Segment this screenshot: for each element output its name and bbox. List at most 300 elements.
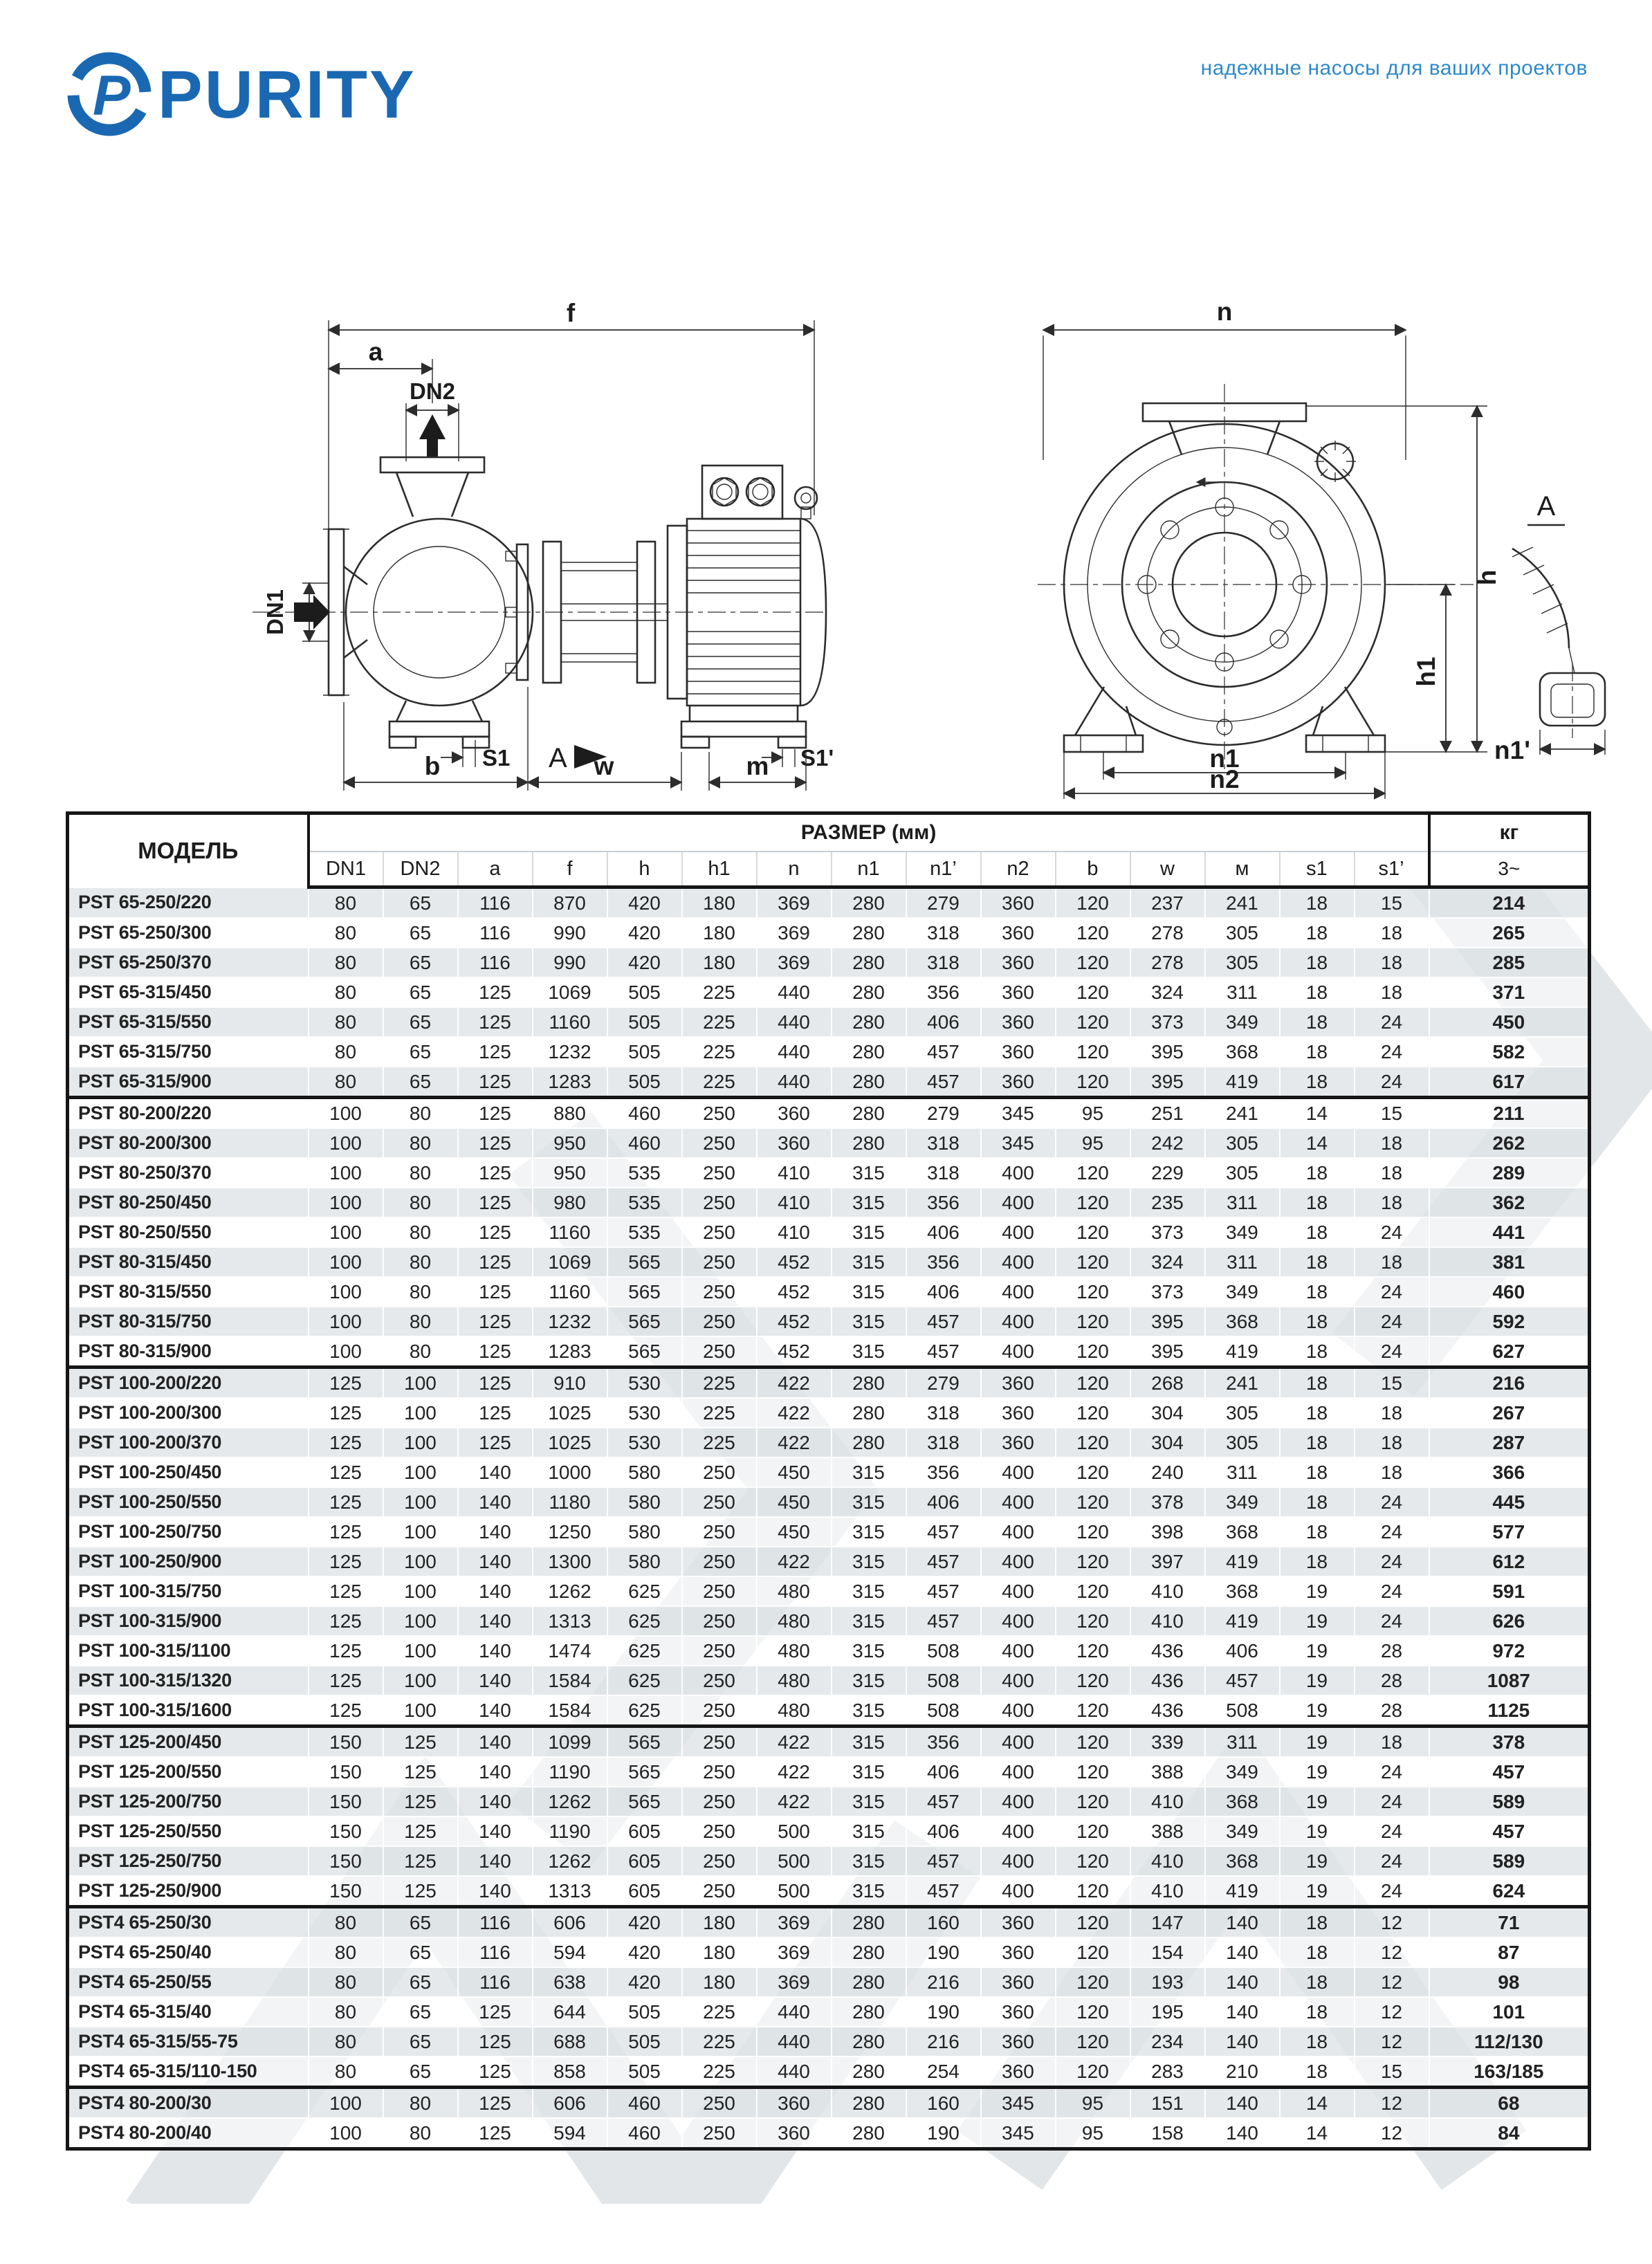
dim-cell: 315 bbox=[832, 1336, 906, 1368]
table-row bbox=[68, 1816, 1590, 1846]
table-row bbox=[68, 1997, 1590, 2027]
kg-cell: 265 bbox=[1429, 918, 1590, 948]
dim-cell: 147 bbox=[1130, 1907, 1205, 1938]
dim-cell: 125 bbox=[458, 2088, 533, 2119]
dim-cell: 125 bbox=[458, 1128, 533, 1158]
dim-cell: 225 bbox=[682, 1428, 757, 1457]
dim-cell: 315 bbox=[832, 1606, 906, 1636]
dim-cell: 250 bbox=[682, 1217, 757, 1247]
dim-cell: 280 bbox=[832, 887, 906, 919]
dim-cell: 120 bbox=[1056, 1037, 1130, 1067]
dim-cell: 140 bbox=[458, 1517, 533, 1547]
dim-cell: 80 bbox=[309, 918, 383, 948]
dim-cell: 100 bbox=[383, 1368, 458, 1399]
dim-cell: 19 bbox=[1280, 1695, 1355, 1727]
dim-cell: 116 bbox=[458, 1938, 533, 1967]
dim-cell: 100 bbox=[383, 1666, 458, 1695]
dim-cell: 125 bbox=[383, 1846, 458, 1876]
column-header-size-group: РАЗМЕР (мм) bbox=[309, 813, 1429, 852]
dim-cell: 450 bbox=[757, 1487, 832, 1517]
dim-cell: 369 bbox=[757, 1938, 832, 1967]
model-cell: PST 100-315/1320 bbox=[68, 1666, 309, 1695]
dim-cell: 400 bbox=[981, 1487, 1056, 1517]
dim-cell: 280 bbox=[832, 1368, 906, 1399]
dim-cell: 210 bbox=[1205, 2056, 1280, 2088]
dim-cell: 225 bbox=[682, 1037, 757, 1067]
dim-cell: 410 bbox=[1130, 1846, 1205, 1876]
detail-a-label: A bbox=[1536, 491, 1556, 522]
dim-cell: 15 bbox=[1355, 1098, 1429, 1129]
dim-cell: 638 bbox=[533, 1967, 607, 1997]
kg-cell: 163/185 bbox=[1429, 2056, 1590, 2088]
dim-cell: 100 bbox=[309, 1277, 383, 1307]
table-row bbox=[68, 1787, 1590, 1816]
dim-cell: 457 bbox=[906, 1517, 981, 1547]
dim-cell: 436 bbox=[1130, 1695, 1205, 1727]
dim-cell: 65 bbox=[383, 1938, 458, 1967]
dim-cell: 1262 bbox=[533, 1576, 607, 1606]
model-cell: PST 100-200/370 bbox=[68, 1428, 309, 1457]
dim-cell: 12 bbox=[1355, 2088, 1429, 2119]
dim-cell: 349 bbox=[1205, 1757, 1280, 1787]
dim-cell: 225 bbox=[682, 1007, 757, 1037]
model-cell: PST 100-315/750 bbox=[68, 1576, 309, 1606]
dim-cell: 18 bbox=[1280, 1188, 1355, 1217]
dim-cell: 80 bbox=[383, 1098, 458, 1129]
dim-cell: 457 bbox=[906, 1576, 981, 1606]
dim-cell: 120 bbox=[1056, 1695, 1130, 1727]
dim-cell: 250 bbox=[682, 1757, 757, 1787]
dim-cell: 360 bbox=[981, 1007, 1056, 1037]
dim-cell: 1160 bbox=[533, 1217, 607, 1247]
dim-cell: 18 bbox=[1280, 1487, 1355, 1517]
dim-cell: 65 bbox=[383, 1967, 458, 1997]
dim-cell: 19 bbox=[1280, 1846, 1355, 1876]
dim-cell: 19 bbox=[1280, 1606, 1355, 1636]
dim-cell: 360 bbox=[757, 1128, 832, 1158]
dim-cell: 80 bbox=[309, 948, 383, 977]
dim-cell: 80 bbox=[309, 2027, 383, 2056]
dim-cell: 15 bbox=[1355, 1368, 1429, 1399]
kg-cell: 289 bbox=[1429, 1158, 1590, 1188]
dim-cell: 315 bbox=[832, 1636, 906, 1666]
dim-cell: 120 bbox=[1056, 1336, 1130, 1368]
dim-cell: 400 bbox=[981, 1158, 1056, 1188]
dim-cell: 565 bbox=[607, 1727, 682, 1758]
dim-cell: 356 bbox=[906, 1727, 981, 1758]
dim-label-h: h bbox=[1473, 569, 1501, 586]
dim-cell: 120 bbox=[1056, 1967, 1130, 1997]
dim-cell: 100 bbox=[383, 1695, 458, 1727]
dim-cell: 315 bbox=[832, 1787, 906, 1816]
dim-cell: 304 bbox=[1130, 1428, 1205, 1457]
dim-cell: 125 bbox=[458, 1997, 533, 2027]
pump-front-view-drawing bbox=[962, 287, 1619, 802]
dim-cell: 125 bbox=[309, 1666, 383, 1695]
dim-cell: 280 bbox=[832, 1128, 906, 1158]
column-header-s1-prime: s1’ bbox=[1355, 852, 1429, 887]
dim-cell: 18 bbox=[1280, 887, 1355, 919]
dim-cell: 315 bbox=[832, 1188, 906, 1217]
dim-cell: 80 bbox=[383, 1277, 458, 1307]
dim-cell: 406 bbox=[906, 1007, 981, 1037]
dim-cell: 400 bbox=[981, 1727, 1056, 1758]
dim-cell: 120 bbox=[1056, 1846, 1130, 1876]
dim-cell: 420 bbox=[607, 1938, 682, 1967]
dim-cell: 1313 bbox=[533, 1606, 607, 1636]
dim-cell: 1283 bbox=[533, 1067, 607, 1098]
dim-cell: 18 bbox=[1355, 977, 1429, 1007]
dim-cell: 24 bbox=[1355, 1307, 1429, 1336]
model-cell: PST 65-250/220 bbox=[68, 887, 309, 919]
dim-cell: 280 bbox=[832, 1007, 906, 1037]
dim-cell: 315 bbox=[832, 1816, 906, 1846]
dim-cell: 1190 bbox=[533, 1757, 607, 1787]
dim-cell: 500 bbox=[757, 1816, 832, 1846]
dim-cell: 422 bbox=[757, 1727, 832, 1758]
dim-cell: 120 bbox=[1056, 1787, 1130, 1816]
dim-cell: 360 bbox=[757, 1098, 832, 1129]
dim-cell: 400 bbox=[981, 1188, 1056, 1217]
dim-cell: 360 bbox=[981, 1398, 1056, 1428]
dim-cell: 508 bbox=[906, 1636, 981, 1666]
dim-cell: 400 bbox=[981, 1247, 1056, 1277]
dim-cell: 349 bbox=[1205, 1277, 1280, 1307]
dim-cell: 605 bbox=[607, 1876, 682, 1907]
dim-cell: 80 bbox=[309, 1938, 383, 1967]
dim-cell: 315 bbox=[832, 1757, 906, 1787]
dim-cell: 14 bbox=[1280, 2088, 1355, 2119]
dim-cell: 410 bbox=[1130, 1576, 1205, 1606]
dim-cell: 400 bbox=[981, 1606, 1056, 1636]
dim-cell: 120 bbox=[1056, 1757, 1130, 1787]
dim-cell: 440 bbox=[757, 977, 832, 1007]
dim-cell: 356 bbox=[906, 1247, 981, 1277]
dim-cell: 125 bbox=[309, 1695, 383, 1727]
dim-cell: 440 bbox=[757, 1007, 832, 1037]
dim-cell: 120 bbox=[1056, 1517, 1130, 1547]
dim-cell: 15 bbox=[1355, 2056, 1429, 2088]
dim-cell: 125 bbox=[309, 1487, 383, 1517]
dim-cell: 315 bbox=[832, 1876, 906, 1907]
dim-cell: 24 bbox=[1355, 1846, 1429, 1876]
dim-cell: 400 bbox=[981, 1547, 1056, 1576]
dim-cell: 565 bbox=[607, 1307, 682, 1336]
dim-cell: 420 bbox=[607, 887, 682, 919]
dim-cell: 140 bbox=[458, 1487, 533, 1517]
dim-cell: 100 bbox=[383, 1517, 458, 1547]
dim-cell: 580 bbox=[607, 1457, 682, 1487]
model-cell: PST 65-250/300 bbox=[68, 918, 309, 948]
dim-cell: 580 bbox=[607, 1487, 682, 1517]
dim-cell: 250 bbox=[682, 1158, 757, 1188]
kg-cell: 457 bbox=[1429, 1757, 1590, 1787]
dim-cell: 24 bbox=[1355, 1517, 1429, 1547]
dim-cell: 120 bbox=[1056, 1428, 1130, 1457]
dim-cell: 395 bbox=[1130, 1037, 1205, 1067]
dim-cell: 225 bbox=[682, 2027, 757, 2056]
dim-cell: 100 bbox=[309, 1188, 383, 1217]
dim-cell: 315 bbox=[832, 1576, 906, 1606]
dim-cell: 1160 bbox=[533, 1007, 607, 1037]
dim-cell: 625 bbox=[607, 1666, 682, 1695]
dim-cell: 14 bbox=[1280, 2118, 1355, 2149]
dim-cell: 150 bbox=[309, 1876, 383, 1907]
model-cell: PST4 65-315/55-75 bbox=[68, 2027, 309, 2056]
table-row bbox=[68, 1695, 1590, 1727]
dim-cell: 368 bbox=[1205, 1307, 1280, 1336]
table-row bbox=[68, 1007, 1590, 1037]
kg-cell: 450 bbox=[1429, 1007, 1590, 1037]
dim-cell: 24 bbox=[1355, 1816, 1429, 1846]
dim-cell: 436 bbox=[1130, 1636, 1205, 1666]
dim-cell: 100 bbox=[383, 1487, 458, 1517]
dim-cell: 100 bbox=[383, 1547, 458, 1576]
dim-cell: 1584 bbox=[533, 1695, 607, 1727]
dim-cell: 140 bbox=[458, 1816, 533, 1846]
view-a-label: A bbox=[549, 743, 567, 773]
dim-cell: 158 bbox=[1130, 2118, 1205, 2149]
kg-cell: 592 bbox=[1429, 1307, 1590, 1336]
dim-cell: 395 bbox=[1130, 1307, 1205, 1336]
table-row bbox=[68, 1666, 1590, 1695]
table-row bbox=[68, 2027, 1590, 2056]
dim-cell: 279 bbox=[906, 1368, 981, 1399]
dim-cell: 950 bbox=[533, 1158, 607, 1188]
dim-cell: 125 bbox=[458, 1336, 533, 1368]
dim-cell: 606 bbox=[533, 2088, 607, 2119]
table-row bbox=[68, 1938, 1590, 1967]
dim-cell: 356 bbox=[906, 977, 981, 1007]
brand-wordmark: PURITY bbox=[158, 57, 416, 132]
dim-cell: 250 bbox=[682, 1787, 757, 1816]
model-cell: PST 65-315/450 bbox=[68, 977, 309, 1007]
dim-cell: 95 bbox=[1056, 2088, 1130, 2119]
dim-cell: 420 bbox=[607, 948, 682, 977]
dim-cell: 315 bbox=[832, 1217, 906, 1247]
dim-cell: 400 bbox=[981, 1787, 1056, 1816]
dim-label-s1-prime: S1' bbox=[800, 745, 834, 771]
dim-cell: 580 bbox=[607, 1547, 682, 1576]
dim-cell: 24 bbox=[1355, 1606, 1429, 1636]
dim-cell: 1283 bbox=[533, 1336, 607, 1368]
dim-cell: 410 bbox=[757, 1217, 832, 1247]
dim-cell: 280 bbox=[832, 2088, 906, 2119]
dim-cell: 24 bbox=[1355, 1576, 1429, 1606]
kg-cell: 626 bbox=[1429, 1606, 1590, 1636]
kg-cell: 441 bbox=[1429, 1217, 1590, 1247]
model-cell: PST 125-250/900 bbox=[68, 1876, 309, 1907]
dim-cell: 229 bbox=[1130, 1158, 1205, 1188]
dim-cell: 373 bbox=[1130, 1007, 1205, 1037]
dim-cell: 190 bbox=[906, 2118, 981, 2149]
dim-cell: 120 bbox=[1056, 1307, 1130, 1336]
dim-cell: 356 bbox=[906, 1188, 981, 1217]
kg-cell: 1087 bbox=[1429, 1666, 1590, 1695]
dim-cell: 18 bbox=[1280, 1938, 1355, 1967]
dim-cell: 19 bbox=[1280, 1576, 1355, 1606]
dim-cell: 18 bbox=[1280, 1547, 1355, 1576]
dim-cell: 24 bbox=[1355, 1007, 1429, 1037]
dim-cell: 400 bbox=[981, 1576, 1056, 1606]
column-header-n1-prime: n1’ bbox=[906, 852, 981, 887]
kg-cell: 87 bbox=[1429, 1938, 1590, 1967]
dim-cell: 315 bbox=[832, 1307, 906, 1336]
dim-cell: 125 bbox=[309, 1606, 383, 1636]
dim-cell: 120 bbox=[1056, 1398, 1130, 1428]
dim-cell: 268 bbox=[1130, 1368, 1205, 1399]
dim-cell: 950 bbox=[533, 1128, 607, 1158]
dim-cell: 125 bbox=[383, 1727, 458, 1758]
dim-cell: 14 bbox=[1280, 1098, 1355, 1129]
dim-cell: 279 bbox=[906, 887, 981, 919]
dim-cell: 100 bbox=[309, 1098, 383, 1129]
dim-cell: 688 bbox=[533, 2027, 607, 2056]
dim-cell: 368 bbox=[1205, 1517, 1280, 1547]
model-cell: PST 100-200/220 bbox=[68, 1368, 309, 1399]
dim-cell: 18 bbox=[1355, 1398, 1429, 1428]
dim-cell: 12 bbox=[1355, 1997, 1429, 2027]
dim-cell: 120 bbox=[1056, 1368, 1130, 1399]
dim-cell: 250 bbox=[682, 1576, 757, 1606]
dim-cell: 280 bbox=[832, 1037, 906, 1067]
dim-cell: 100 bbox=[383, 1576, 458, 1606]
table-row bbox=[68, 1517, 1590, 1547]
dim-cell: 125 bbox=[458, 1368, 533, 1399]
dim-cell: 369 bbox=[757, 918, 832, 948]
dim-cell: 116 bbox=[458, 1967, 533, 1997]
dim-cell: 315 bbox=[832, 1457, 906, 1487]
dim-cell: 140 bbox=[458, 1876, 533, 1907]
dim-cell: 1584 bbox=[533, 1666, 607, 1695]
dim-cell: 125 bbox=[309, 1457, 383, 1487]
dim-cell: 120 bbox=[1056, 1277, 1130, 1307]
dim-cell: 460 bbox=[607, 2088, 682, 2119]
dim-cell: 65 bbox=[383, 2027, 458, 2056]
dim-cell: 250 bbox=[682, 1517, 757, 1547]
dim-cell: 565 bbox=[607, 1787, 682, 1816]
column-header-n1: n1 bbox=[832, 852, 906, 887]
dim-cell: 280 bbox=[832, 2027, 906, 2056]
dim-cell: 100 bbox=[383, 1428, 458, 1457]
dim-cell: 18 bbox=[1280, 1037, 1355, 1067]
dim-cell: 140 bbox=[1205, 2088, 1280, 2119]
dim-cell: 422 bbox=[757, 1757, 832, 1787]
dim-cell: 180 bbox=[682, 918, 757, 948]
dim-cell: 311 bbox=[1205, 1457, 1280, 1487]
table-row bbox=[68, 1128, 1590, 1158]
dim-cell: 18 bbox=[1280, 1368, 1355, 1399]
dim-cell: 95 bbox=[1056, 2118, 1130, 2149]
dim-cell: 18 bbox=[1280, 1247, 1355, 1277]
dim-cell: 237 bbox=[1130, 887, 1205, 919]
dim-cell: 311 bbox=[1205, 977, 1280, 1007]
dim-cell: 65 bbox=[383, 977, 458, 1007]
dim-cell: 120 bbox=[1056, 1457, 1130, 1487]
column-header-dn1: DN1 bbox=[309, 852, 383, 887]
dim-cell: 250 bbox=[682, 1457, 757, 1487]
dim-cell: 280 bbox=[832, 1428, 906, 1457]
dim-cell: 180 bbox=[682, 887, 757, 919]
model-cell: PST 100-315/1100 bbox=[68, 1636, 309, 1666]
dim-cell: 406 bbox=[906, 1487, 981, 1517]
dim-cell: 356 bbox=[906, 1457, 981, 1487]
table-row bbox=[68, 1336, 1590, 1368]
svg-text:P: P bbox=[93, 64, 131, 127]
dim-cell: 18 bbox=[1355, 1428, 1429, 1457]
dim-cell: 324 bbox=[1130, 977, 1205, 1007]
dim-cell: 278 bbox=[1130, 948, 1205, 977]
dim-cell: 140 bbox=[458, 1787, 533, 1816]
table-row bbox=[68, 1428, 1590, 1457]
dim-cell: 280 bbox=[832, 2056, 906, 2088]
dim-cell: 594 bbox=[533, 1938, 607, 1967]
dim-cell: 65 bbox=[383, 1007, 458, 1037]
dim-cell: 125 bbox=[458, 1098, 533, 1129]
column-header-s1: s1 bbox=[1280, 852, 1355, 887]
table-row bbox=[68, 1398, 1590, 1428]
dim-cell: 18 bbox=[1280, 1217, 1355, 1247]
dim-cell: 180 bbox=[682, 948, 757, 977]
dim-cell: 125 bbox=[309, 1547, 383, 1576]
dim-cell: 395 bbox=[1130, 1067, 1205, 1098]
column-header-dn2: DN2 bbox=[383, 852, 458, 887]
dim-cell: 360 bbox=[981, 918, 1056, 948]
dim-cell: 400 bbox=[981, 1217, 1056, 1247]
dim-cell: 440 bbox=[757, 1997, 832, 2027]
dim-cell: 530 bbox=[607, 1428, 682, 1457]
kg-cell: 381 bbox=[1429, 1247, 1590, 1277]
dim-cell: 80 bbox=[309, 1907, 383, 1938]
dim-cell: 120 bbox=[1056, 1666, 1130, 1695]
dim-cell: 80 bbox=[309, 1067, 383, 1098]
dim-cell: 19 bbox=[1280, 1787, 1355, 1816]
dim-cell: 625 bbox=[607, 1576, 682, 1606]
flow-arrow-right-icon bbox=[294, 595, 330, 629]
table-row bbox=[68, 1846, 1590, 1876]
dim-cell: 125 bbox=[458, 2056, 533, 2088]
dim-cell: 19 bbox=[1280, 1666, 1355, 1695]
model-cell: PST 80-315/450 bbox=[68, 1247, 309, 1277]
dim-cell: 80 bbox=[383, 1217, 458, 1247]
model-cell: PST4 80-200/40 bbox=[68, 2118, 309, 2149]
dim-cell: 535 bbox=[607, 1217, 682, 1247]
dim-cell: 457 bbox=[906, 1037, 981, 1067]
dim-cell: 241 bbox=[1205, 1098, 1280, 1129]
dim-cell: 400 bbox=[981, 1307, 1056, 1336]
dim-cell: 388 bbox=[1130, 1816, 1205, 1846]
kg-cell: 577 bbox=[1429, 1517, 1590, 1547]
dim-cell: 80 bbox=[383, 2088, 458, 2119]
kg-cell: 612 bbox=[1429, 1547, 1590, 1576]
dim-cell: 315 bbox=[832, 1547, 906, 1576]
dim-cell: 225 bbox=[682, 1398, 757, 1428]
model-cell: PST 125-200/750 bbox=[68, 1787, 309, 1816]
dim-cell: 360 bbox=[981, 1067, 1056, 1098]
kg-cell: 582 bbox=[1429, 1037, 1590, 1067]
dim-cell: 369 bbox=[757, 1907, 832, 1938]
model-cell: PST 125-250/750 bbox=[68, 1846, 309, 1876]
kg-cell: 287 bbox=[1429, 1428, 1590, 1457]
dim-cell: 360 bbox=[981, 2027, 1056, 2056]
dim-cell: 140 bbox=[1205, 2118, 1280, 2149]
dim-cell: 457 bbox=[906, 1307, 981, 1336]
table-row bbox=[68, 1158, 1590, 1188]
dim-cell: 318 bbox=[906, 1128, 981, 1158]
dim-cell: 125 bbox=[458, 1277, 533, 1307]
dim-cell: 150 bbox=[309, 1846, 383, 1876]
dim-cell: 1069 bbox=[533, 1247, 607, 1277]
